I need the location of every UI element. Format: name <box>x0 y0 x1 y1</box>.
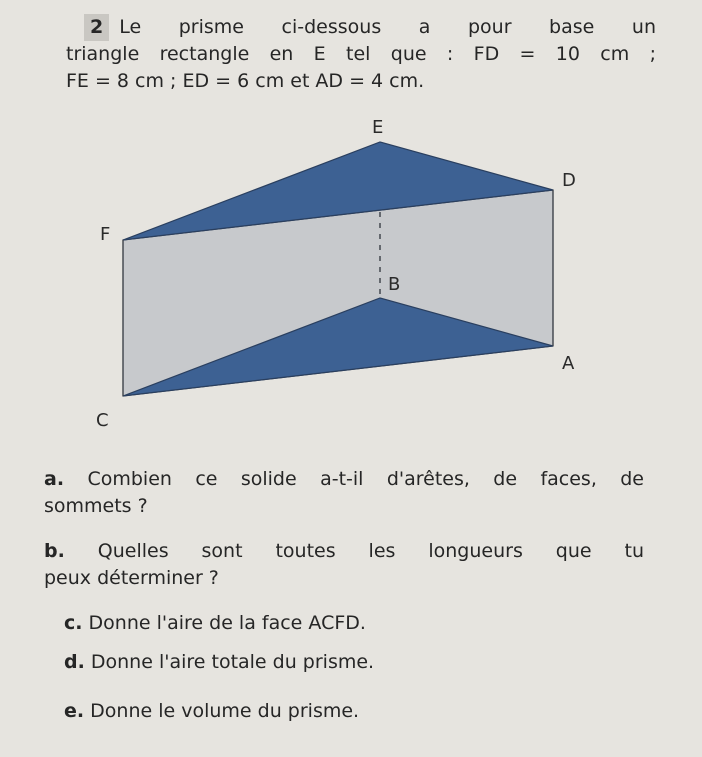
vertex-label-A: A <box>562 353 575 374</box>
intro-line-2: triangle rectangle en E tel que : FD = 10 cm ; <box>66 43 656 65</box>
vertex-label-E: E <box>372 117 384 138</box>
question-a <box>44 466 644 520</box>
question-e-text: Donne le volume du prisme. <box>90 700 360 722</box>
question-e <box>64 698 359 725</box>
vertex-label-B: B <box>388 274 401 295</box>
vertex-label-F: F <box>100 224 111 245</box>
question-b <box>44 538 644 592</box>
question-c-letter: c. <box>64 612 83 634</box>
question-e-letter: e. <box>64 700 85 722</box>
question-c-text: Donne l'aire de la face ACFD. <box>88 612 366 634</box>
question-b-text-1: Quelles sont toutes les longueurs que tu <box>97 540 644 562</box>
question-a-text-2: sommets ? <box>44 495 148 517</box>
question-d <box>64 649 374 676</box>
question-b-letter: b. <box>44 540 65 562</box>
exercise-number: 2 <box>84 14 109 41</box>
intro-line-1: Le prisme ci-dessous a pour base un <box>119 16 656 38</box>
vertex-label-D: D <box>562 170 576 191</box>
question-d-text: Donne l'aire totale du prisme. <box>90 651 375 673</box>
question-d-letter: d. <box>64 651 85 673</box>
question-a-letter: a. <box>44 468 65 490</box>
intro-line-3: FE = 8 cm ; ED = 6 cm et AD = 4 cm. <box>66 70 425 92</box>
vertex-label-C: C <box>96 410 109 431</box>
question-c <box>64 610 366 637</box>
question-b-text-2: peux déterminer ? <box>44 567 219 589</box>
question-a-text-1: Combien ce solide a-t-il d'arêtes, de faces, de <box>87 468 644 490</box>
